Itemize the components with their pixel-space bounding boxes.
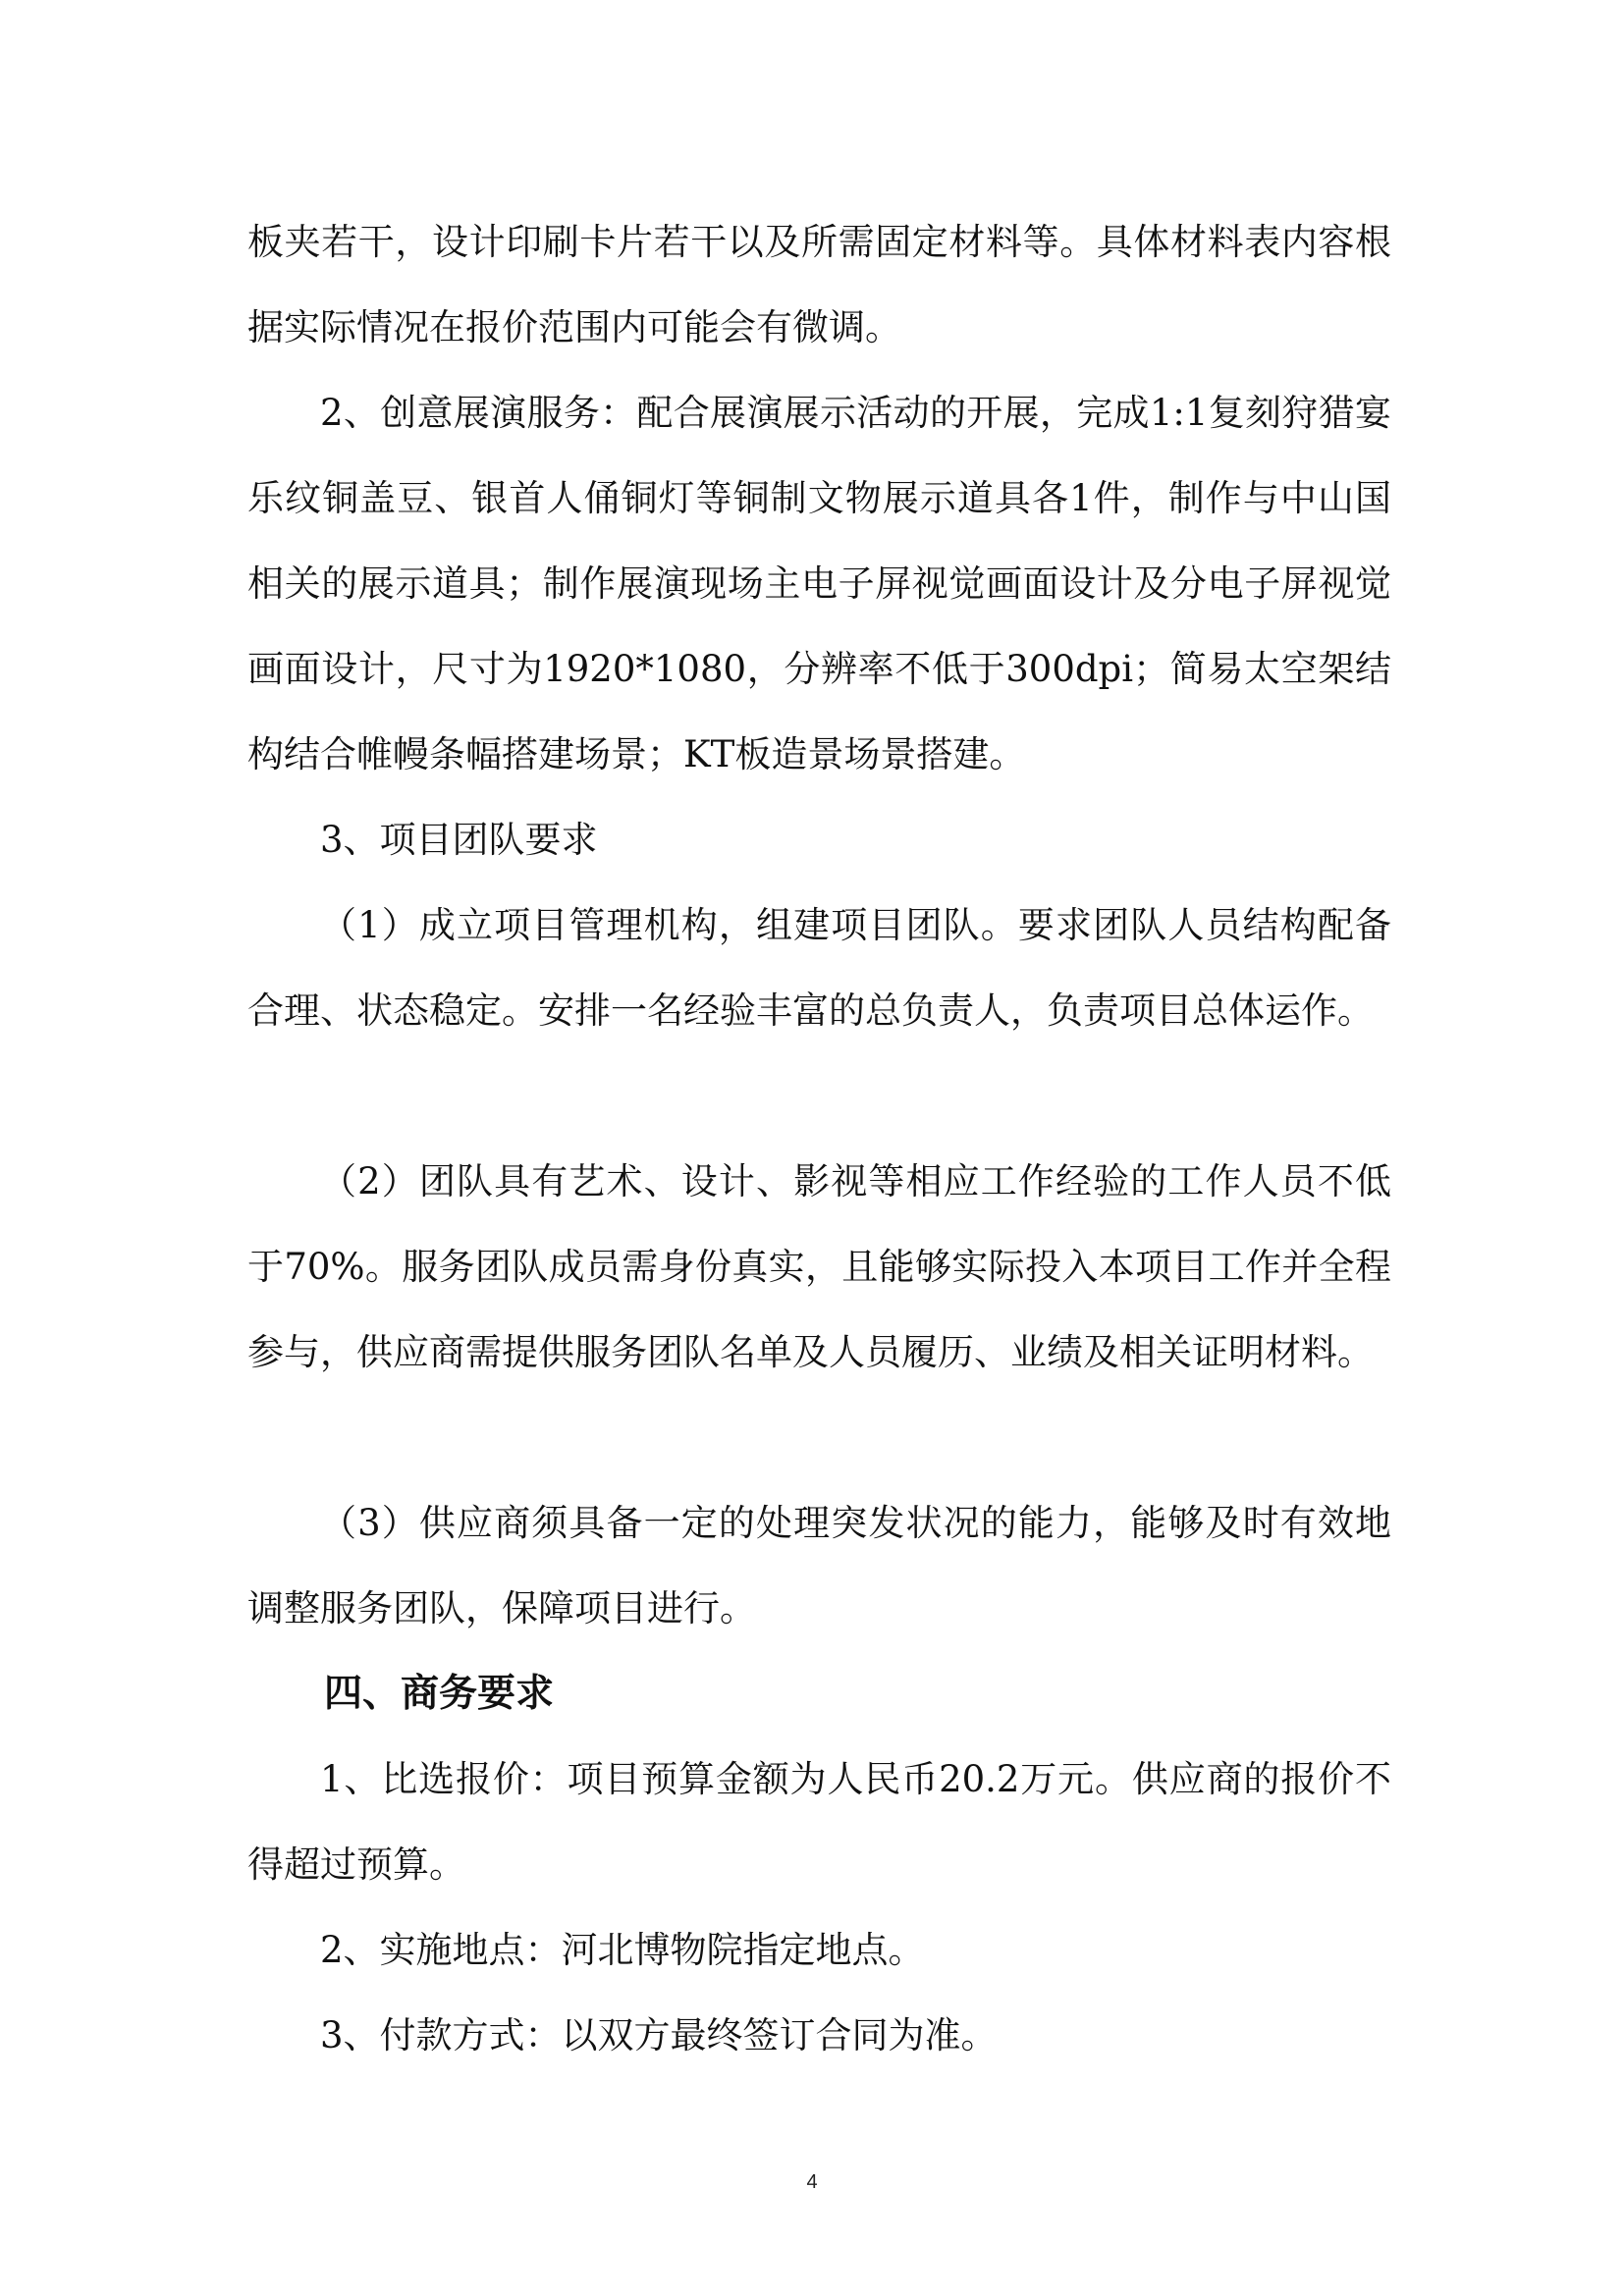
business-item-location: 2、实施地点：河北博物院指定地点。 (320, 1929, 925, 1971)
page-number: 4 (806, 2171, 818, 2193)
paragraph-team-requirements-heading: 3、项目团队要求 (320, 819, 598, 861)
paragraph-team-requirement-3: （3）供应商须具备一定的处理突发状况的能力，能够及时有效地调整服务团队，保障项目进行。 (247, 1502, 1391, 1629)
business-item-payment: 3、付款方式：以双方最终签订合同为准。 (320, 2014, 998, 2056)
paragraph-creative-performance-service: 2、创意展演服务：配合展演展示活动的开展，完成1:1复刻狩猎宴乐纹铜盖豆、银首人俑铜灯等铜制文物展示道具各1件，制作与中山国相关的展示道具；制作展演现场主电子屏视觉画面设计及分电子屏视觉画面设计，尺寸为1920*1080，分辨率不低于300dpi；简易太空架结构结合帷幔条幅搭建场景；KT板造景场景搭建。 (247, 392, 1391, 775)
paragraph-materials-continued: 板夹若干，设计印刷卡片若干以及所需固定材料等。具体材料表内容根据实际情况在报价范围内可能会有微调。 (247, 221, 1391, 348)
paragraph-team-requirement-2: （2）团队具有艺术、设计、影视等相应工作经验的工作人员不低于70%。服务团队成员需身份真实，且能够实际投入本项目工作并全程参与，供应商需提供服务团队名单及人员履历、业绩及相关证明材料。 (247, 1160, 1391, 1373)
section-heading-business-requirements: 四、商务要求 (324, 1672, 555, 1716)
business-item-quotation: 1、比选报价：项目预算金额为人民币20.2万元。供应商的报价不得超过预算。 (247, 1758, 1391, 1886)
paragraph-team-requirement-1: （1）成立项目管理机构，组建项目团队。要求团队人员结构配备合理、状态稳定。安排一名经验丰富的总负责人，负责项目总体运作。 (247, 904, 1391, 1032)
